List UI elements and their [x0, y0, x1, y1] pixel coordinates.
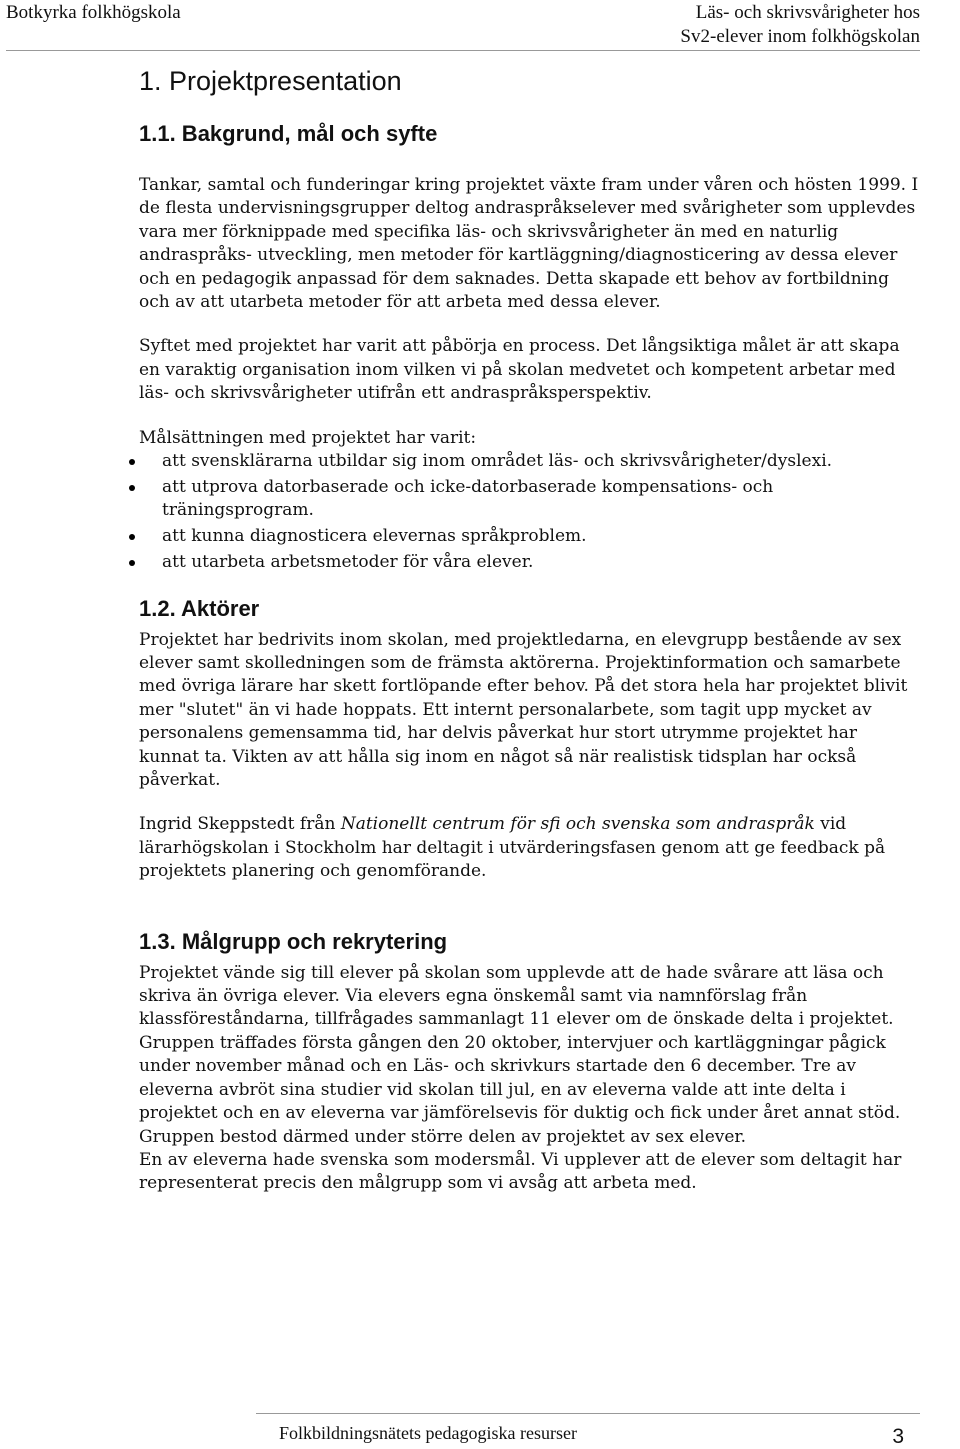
bullet-icon [129, 534, 135, 540]
list-item [139, 450, 920, 473]
header-title-line-2: Sv2-elever inom folkhögskolan [680, 26, 920, 47]
evaluator-text-end: vid lärarhögskolan i Stockholm har deltagit i utvärderingsfasen genom att ge feedback på projektets planering och genomförande. [139, 814, 886, 882]
bullet-icon [129, 485, 135, 491]
list-item [139, 551, 920, 574]
header-document-title [680, 1, 920, 49]
purpose-paragraph: Syftet med projektet har varit att påbörja en process. Det långsiktiga målet är att skapa en varaktig organisation inom vilken vi på skolan medvetet och kompetent arbetar med läs- och skrivsvårigheter utifrån ett andraspråksperspektiv. [139, 336, 900, 404]
section-heading-1-2 [139, 595, 920, 623]
header-divider [6, 50, 920, 51]
institution-name: Nationellt centrum för sfi och svenska som andraspråk [340, 814, 815, 835]
evaluator-text-start: Ingrid Skeppstedt från [139, 814, 336, 835]
list-item [139, 476, 920, 523]
bullet-icon [129, 459, 135, 465]
chapter-title: 1. Projektpresentation [139, 66, 402, 96]
goals-intro: Målsättningen med projektet har varit: [139, 427, 477, 448]
header-title-line-1: Läs- och skrivsvårigheter hos [695, 2, 920, 23]
footer-source: Folkbildningsnätets pedagogiska resurser [279, 1423, 577, 1443]
list-item-text: att kunna diagnosticera elevernas språkproblem. [162, 526, 587, 547]
section-title: Aktörer [181, 595, 260, 621]
section-title: Målgrupp och rekrytering [181, 928, 448, 954]
page-header [6, 0, 920, 52]
list-item-text: att svensklärarna utbildar sig inom området läs- och skrivsvårigheter/dyslexi. [162, 451, 833, 472]
target-group-paragraph: Projektet vände sig till elever på skolan som upplevde att de hade svårare att läsa och skriva än övriga elever. Via elevers egna önskemål samt via namnförslag från klassföreståndarna, tillfrågades sammanlagt 11 elever om de önskade delta i projektet. Gruppen träffades första gången den 20 oktober, intervjuer och kartläggningar pågick under november månad och en Läs- och skrivkurs startade den 6 december. Tre av eleverna avbröt sina studier vid skolan till jul, en av eleverna valde att inte delta i projektet och en av eleverna var jämförelsevis för duktig och fick under året annat stöd. Gruppen bestod därmed under större delen av projektet av sex elever. [139, 962, 901, 1147]
footer-divider [256, 1413, 920, 1414]
page-number: 3 [892, 1425, 904, 1448]
actors-paragraph: Projektet har bedrivits inom skolan, med projektledarna, en elevgrupp bestående av sex elever samt skolledningen som de främsta aktörerna. Projektinformation och samarbete med övriga lärare har skett fortlöpande efter behov. På det stora hela har projektet blivit mer "slutet" än vi hade hoppats. Ett internt personalarbete, som tagit upp mycket av personalens gemensamma tid, har delvis påverkat hur stort utrymme projektet har kunnat ta. Vikten av att hålla sig inom en något så när realistisk tidsplan har också påverkat. [139, 629, 908, 791]
goals-list [139, 450, 920, 575]
background-paragraph: Tankar, samtal och funderingar kring projektet växte fram under våren och hösten 1999. I de flesta undervisningsgrupper deltog andraspråkselever med svårigheter som upplevdes vara mer förknippade med specifika läs- och skrivsvårigheter än med en naturlig andraspråks- utveckling, men metoder för kartläggning/diagnosticering av dessa elever och en pedagogik anpassad för dem saknades. Detta skapade ett behov av fortbildning och av att utarbeta metoder för att arbeta med dessa elever. [139, 175, 919, 313]
section-number: 1.3. [139, 928, 176, 954]
bullet-icon [129, 560, 135, 566]
section-number: 1.2. [139, 595, 176, 621]
section-heading-1-3 [139, 928, 920, 956]
list-item-text: att utprova datorbaserade och icke-datorbaserade kompensations- och träningsprogram. [162, 476, 774, 521]
mother-tongue-paragraph: En av eleverna hade svenska som modersmål. Vi upplever att de elever som deltagit har representerat precis den målgrupp som vi avsåg att arbeta med. [139, 1149, 902, 1194]
document-body [139, 64, 920, 1196]
section-heading-1-1: 1.1. Bakgrund, mål och syfte [139, 121, 438, 146]
header-school-name: Botkyrka folkhögskola [6, 2, 181, 23]
evaluator-paragraph [139, 813, 920, 883]
list-item-text: att utarbeta arbetsmetoder för våra elever. [162, 552, 534, 573]
list-item [139, 525, 920, 548]
